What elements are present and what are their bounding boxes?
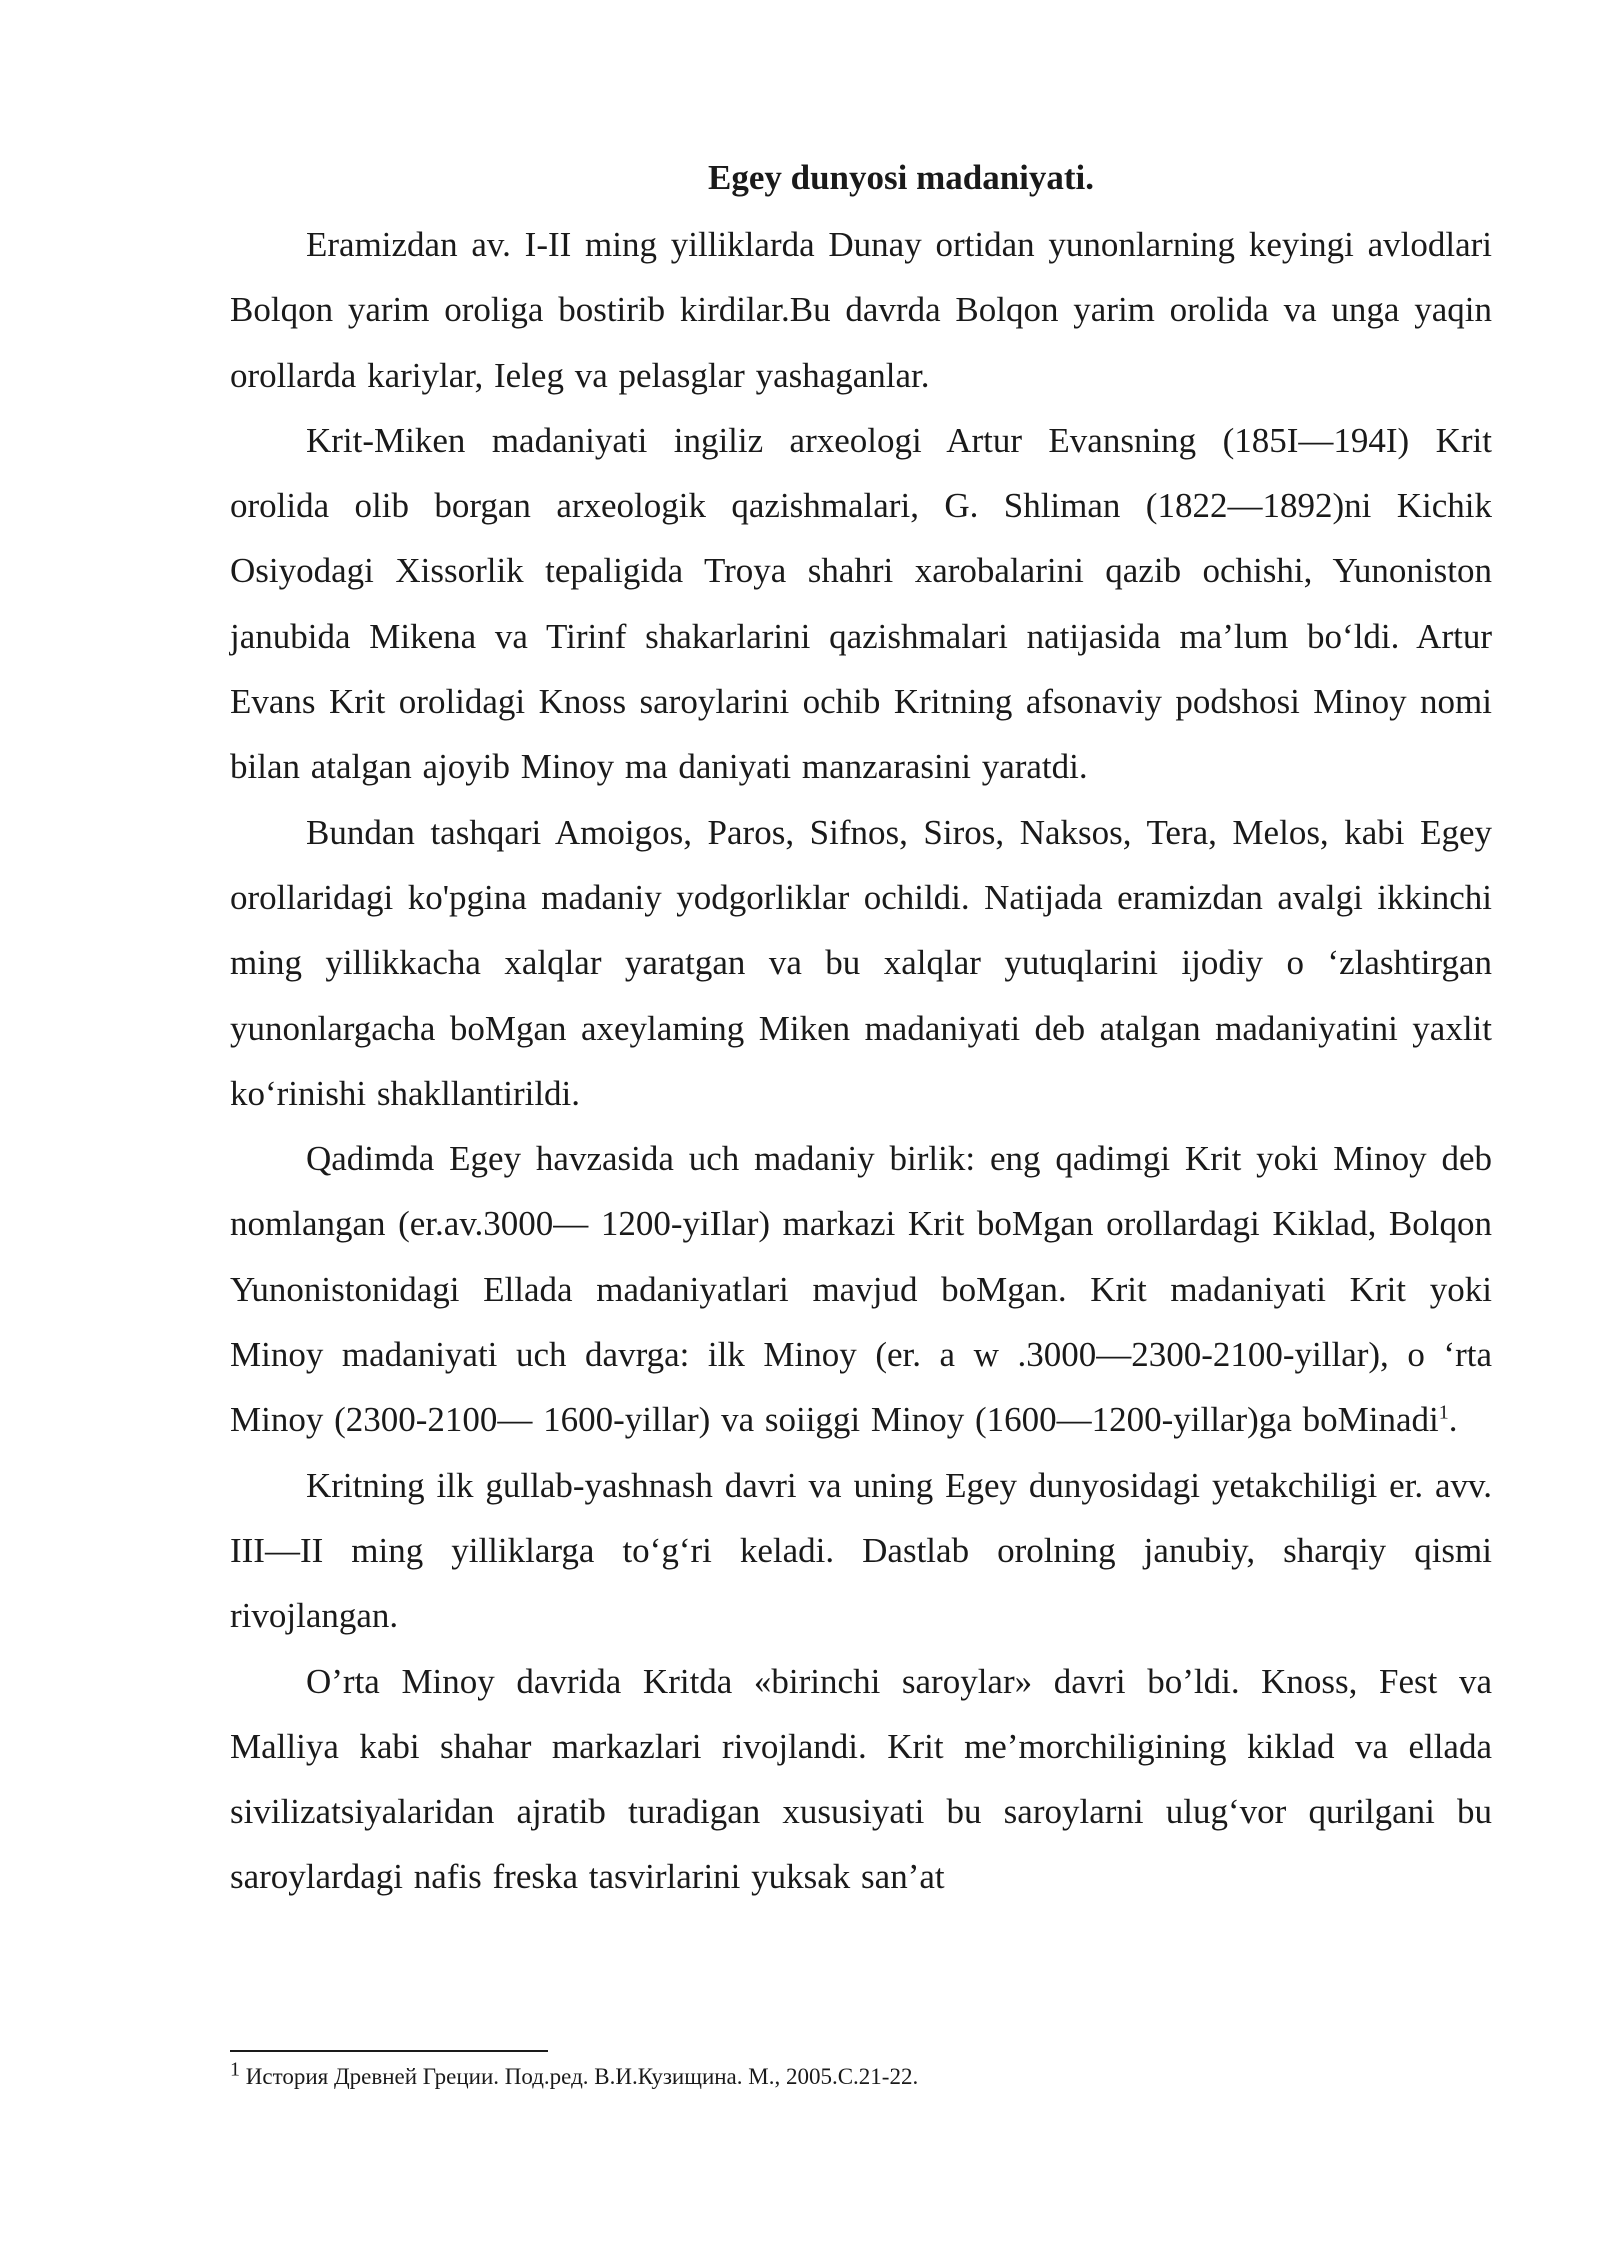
paragraph-5: Kritning ilk gullab-yashnash davri va uning Egey dunyosidagi yetakchiligi er. avv. III—II ming yilliklarga to‘g‘ri keladi. Dastlab orolning janubiy, sharqiy qismi rivojlangan.	[230, 1465, 1492, 1636]
paragraph-3: Bundan tashqari Amoigos, Paros, Sifnos, Siros, Naksos, Tera, Melos, kabi Egey orollaridagi ko'pgina madaniy yodgorliklar ochildi. Natijada eramizdan avalgi ikkinchi ming yillikkacha xalqlar yaratgan va bu xalqlar yutuqlarini ijodiy o ‘zlashtirgan yunonlargacha boMgan axeylaming Miken madaniyati deb atalgan madaniyatini yaxlit ko‘rinishi shakllantirildi.	[230, 812, 1492, 1113]
footnote-reference[interactable]: 1	[1438, 1401, 1449, 1424]
paragraph-2: Krit-Miken madaniyati ingiliz arxeologi Artur Evansning (185I—194I) Krit orolida olib borgan arxeologik qazishmalari, G. Shliman (1822—1892)ni Kichik Osiyodagi Xissorlik tepaligida Troya shahri xarobalarini qazib ochishi, Yunoniston janubida Mikena va Tirinf shakarlarini qazishmalari natijasida ma’lum bo‘ldi. Artur Evans Krit orolidagi Knoss saroylarini ochib Kritning afsonaviy podshosi Minoy nomi bilan atalgan ajoyib Minoy ma daniyati manzarasini yaratdi.	[230, 420, 1492, 787]
footnote	[230, 2060, 1492, 2094]
paragraph-1: Eramizdan av. I-II ming yilliklarda Dunay ortidan yunonlarning keyingi avlodlari Bolqon yarim oroliga bostirib kirdilar.Bu davrda Bolqon yarim orolida va unga yaqin orollarda kariylar, Ieleg va pelasglar yashaganlar.	[230, 225, 1492, 395]
footnote-text: История Древней Греции. Под.ред. В.И.Кузищина. М., 2005.С.21-22.	[245, 2064, 919, 2089]
document-title: Egey dunyosi madaniyati.	[707, 158, 1095, 197]
document-body	[230, 150, 1492, 1910]
paragraph-4-text: Qadimda Egey havzasida uch madaniy birlik: eng qadimgi Krit yoki Minoy deb nomlangan (er.av.3000— 1200-yiIlar) markazi Krit boMgan orollardagi Kiklad, Bolqon Yunonistonidagi Ellada madaniyatlari mavjud boMgan. Krit madaniyati Krit yoki Minoy madaniyati uch davrga: ilk Minoy (er. a w .3000—2300-2100-yillar), o ‘rta Minoy (2300-2100— 1600-yillar) va soiiggi Minoy (1600—1200-yillar)ga boMinadi	[230, 1139, 1492, 1440]
paragraph-6: O’rta Minoy davrida Kritda «birinchi saroylar» davri bo’ldi. Knoss, Fest va Malliya kabi shahar markazlari rivojlandi. Krit me’morchiligining kiklad va ellada sivilizatsiyalaridan ajratib turadigan xususiyati bu saroylarni ulug‘vor qurilgani bu saroylardagi nafis freska tasvirlarini yuksak san’at	[230, 1661, 1492, 1897]
paragraph-4-end: .	[1448, 1400, 1458, 1440]
footnote-marker: 1	[230, 2058, 240, 2081]
paragraph-4	[230, 1126, 1492, 1452]
footnote-separator	[230, 2050, 548, 2052]
